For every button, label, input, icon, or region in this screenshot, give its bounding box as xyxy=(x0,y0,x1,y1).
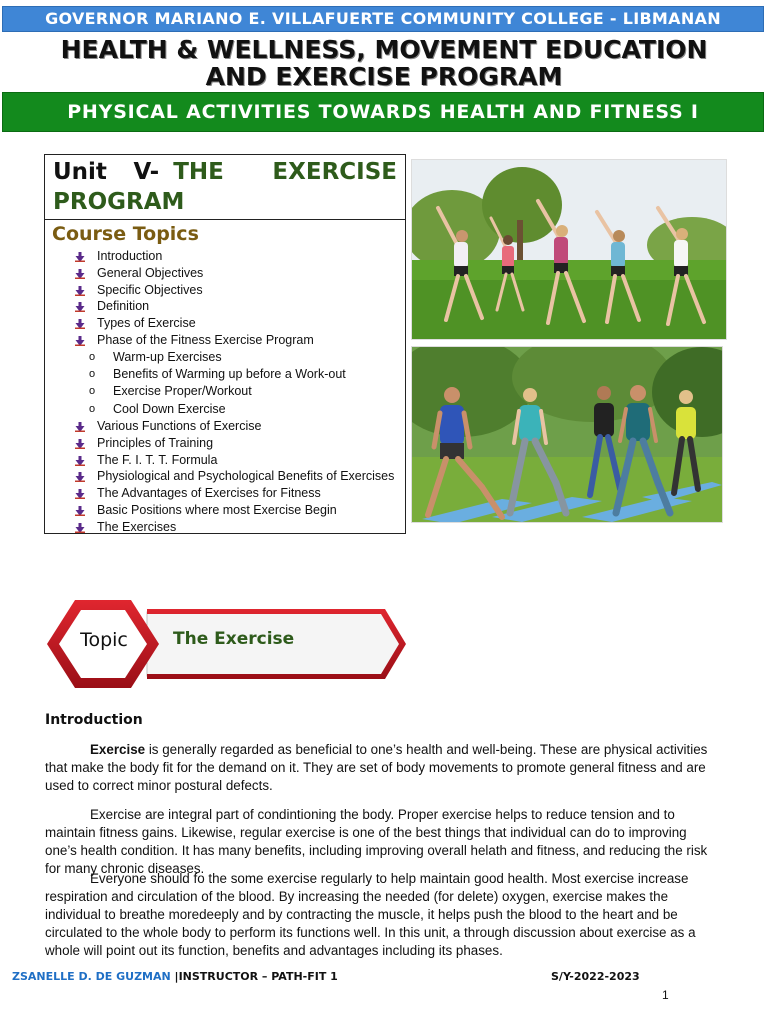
subtopic-item-label: Cool Down Exercise xyxy=(113,401,226,416)
topic-item-label: General Objectives xyxy=(97,265,204,280)
introduction-paragraph-1 xyxy=(45,741,721,795)
arrow-down-bullet-icon xyxy=(75,489,85,499)
topic-item xyxy=(75,452,405,469)
topic-banner xyxy=(47,596,407,692)
topic-item-label: The Exercises xyxy=(97,519,177,534)
topic-item xyxy=(75,315,405,332)
group-stretching-photo xyxy=(411,159,727,340)
arrow-down-bullet-icon xyxy=(75,319,85,329)
introduction-heading: Introduction xyxy=(45,712,143,728)
instructor-role: |INSTRUCTOR – PATH-FIT 1 xyxy=(170,970,338,983)
topic-item-label: The F. I. T. T. Formula xyxy=(97,452,218,467)
subtopic-item-label: Exercise Proper/Workout xyxy=(113,384,252,399)
group-lunge-photo xyxy=(411,346,723,523)
arrow-down-bullet-icon xyxy=(75,336,85,346)
introduction-paragraph-2: Exercise are integral part of condintioning the body. Proper exercise helps to reduce tension and to maintain fitness gains. Likewise, regular exercise is one of the best things that individual can do to improving one’s health condition. It has many benefits, including improving overall helath and fitness, and reducing the risk for many chronic diseases. xyxy=(45,807,708,876)
topic-item xyxy=(75,282,405,299)
school-year: S/Y-2022-2023 xyxy=(551,970,640,983)
topic-list xyxy=(45,248,405,349)
arrow-down-bullet-icon xyxy=(75,456,85,466)
unit-name: THE EXERCISE PROGRAM xyxy=(53,159,397,215)
subtopic-item-label: Benefits of Warming up before a Work-out xyxy=(113,367,346,382)
instructor-name: ZSANELLE D. DE GUZMAN xyxy=(12,970,171,983)
page-footer xyxy=(12,970,752,983)
program-title xyxy=(0,36,768,90)
arrow-down-bullet-icon xyxy=(75,523,85,533)
subtopic-item xyxy=(89,349,405,366)
arrow-down-bullet-icon xyxy=(75,269,85,279)
page-number: 1 xyxy=(662,988,669,1002)
topic-item xyxy=(75,502,405,519)
arrow-down-bullet-icon xyxy=(75,439,85,449)
circle-bullet-icon: o xyxy=(89,385,96,398)
topic-name: The Exercise xyxy=(173,629,295,649)
circle-bullet-icon: o xyxy=(89,402,96,415)
college-name-banner: GOVERNOR MARIANO E. VILLAFUERTE COMMUNITY COLLEGE - LIBMANAN xyxy=(2,6,764,32)
topic-list-continued xyxy=(45,418,405,536)
paragraph-1-text: is generally regarded as beneficial to one’s health and well-being. These are physical activities that make the body fit for the demand on it. They are set of body movements to promote general fitness and are used to correct minor postural defects. xyxy=(45,742,708,793)
topic-item xyxy=(75,298,405,315)
unit-number: Unit V- xyxy=(53,159,160,185)
topic-item xyxy=(75,418,405,435)
course-topics-box xyxy=(44,154,406,534)
circle-bullet-icon: o xyxy=(89,368,96,381)
circle-bullet-icon: o xyxy=(89,350,96,363)
topic-item xyxy=(75,265,405,282)
topic-item-label: Phase of the Fitness Exercise Program xyxy=(97,332,314,347)
topic-item-label: Physiological and Psychological Benefits of Exercises xyxy=(97,469,395,484)
topic-item xyxy=(75,435,405,452)
subtopic-item xyxy=(89,401,405,418)
arrow-down-bullet-icon xyxy=(75,302,85,312)
arrow-down-bullet-icon xyxy=(75,472,85,482)
introduction-paragraph-3: Everyone should fo the some exercise regularly to help maintain good health. Most exercise increase respiration and circulation of the blood. By increasing the needed (for delete) oxygen, exercise makes the individual to breathe moredeeply and by contracting the muscle, it helps push the blood to the heart and be circulated to the whole body to perform its functions well. In this unit, a through discussion about exercise as a whole will point out its function, benefits and advantages including its phases. xyxy=(45,871,696,958)
subtopic-item xyxy=(89,366,405,383)
topic-item-label: Principles of Training xyxy=(97,435,214,450)
topic-item xyxy=(75,248,405,265)
exercise-term: Exercise xyxy=(90,742,146,757)
topic-item xyxy=(75,468,405,485)
topic-label: Topic xyxy=(80,629,128,651)
arrow-down-bullet-icon xyxy=(75,506,85,516)
topic-item-label: Definition xyxy=(97,299,150,314)
topic-item-label: Introduction xyxy=(97,249,163,263)
topic-item xyxy=(75,519,405,536)
program-title-line-1: HEALTH & WELLNESS, MOVEMENT EDUCATION xyxy=(60,35,708,64)
course-title-banner: PHYSICAL ACTIVITIES TOWARDS HEALTH AND FITNESS I xyxy=(2,92,764,132)
unit-title xyxy=(45,155,405,220)
topic-item-label: Various Functions of Exercise xyxy=(97,418,262,433)
topic-item xyxy=(75,332,405,349)
subtopic-list xyxy=(45,349,405,418)
arrow-down-bullet-icon xyxy=(75,252,85,262)
course-topics-heading: Course Topics xyxy=(52,223,199,245)
arrow-down-bullet-icon xyxy=(75,422,85,432)
subtopic-item xyxy=(89,383,405,400)
arrow-down-bullet-icon xyxy=(75,286,85,296)
topic-item-label: Types of Exercise xyxy=(97,316,196,331)
program-title-line-2: AND EXERCISE PROGRAM xyxy=(205,62,563,91)
topic-item-label: The Advantages of Exercises for Fitness xyxy=(97,486,321,501)
topic-item-label: Basic Positions where most Exercise Begin xyxy=(97,502,337,517)
topic-item-label: Specific Objectives xyxy=(97,282,203,297)
subtopic-item-label: Warm-up Exercises xyxy=(113,349,222,364)
topic-item xyxy=(75,485,405,502)
